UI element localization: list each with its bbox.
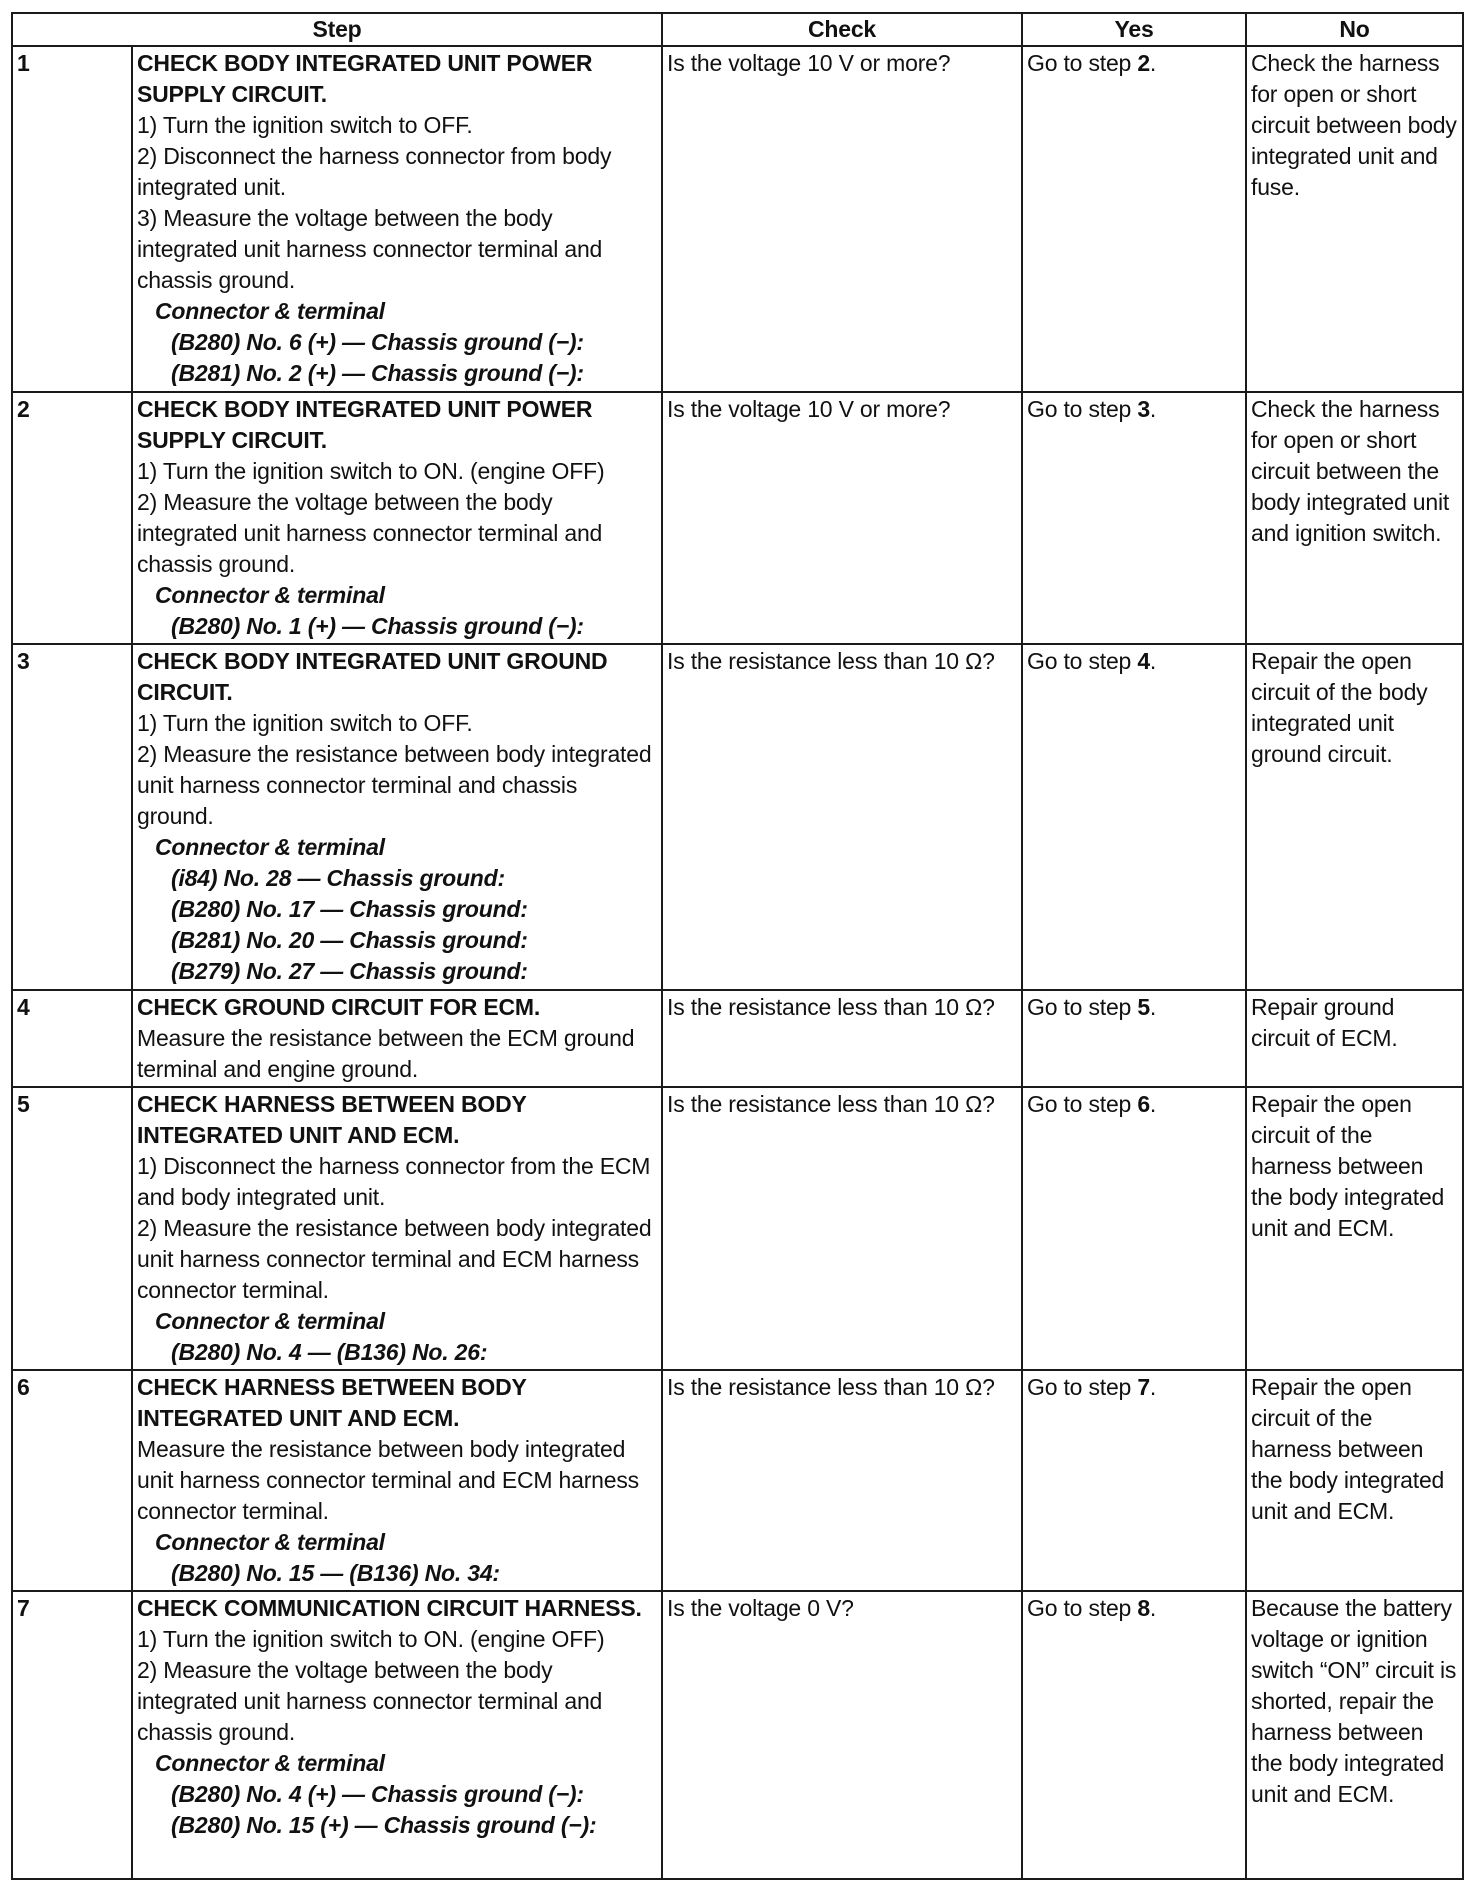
yes-suffix: . [1149, 395, 1157, 422]
table-body [12, 46, 1463, 1879]
step-description [132, 392, 662, 644]
step-instruction: Measure the resistance between the ECM ground terminal and engine ground. [137, 1025, 635, 1083]
check-question: Is the resistance less than 10 Ω? [662, 1370, 1022, 1591]
connector-terminal: (B280) No. 17 — Chassis ground: [171, 896, 528, 923]
yes-prefix: Go to step [1027, 1374, 1138, 1401]
no-action: Check the harness for open or short circuit between body integrated unit and fuse. [1246, 46, 1463, 392]
check-question: Is the voltage 10 V or more? [662, 46, 1022, 392]
step-title: CHECK BODY INTEGRATED UNIT GROUND CIRCUIT. [137, 648, 608, 706]
no-action: Check the harness for open or short circuit between the body integrated unit and ignition switch. [1246, 392, 1463, 644]
yes-prefix: Go to step [1027, 1090, 1138, 1117]
step-instruction: 1) Turn the ignition switch to ON. (engine OFF) [137, 1626, 605, 1653]
step-description [132, 1591, 662, 1879]
step-instruction: 1) Turn the ignition switch to ON. (engine OFF) [137, 457, 605, 484]
step-instruction: 1) Turn the ignition switch to OFF. [137, 710, 473, 737]
yes-suffix: . [1149, 50, 1157, 76]
step-number: 5 [12, 1087, 132, 1371]
step-title: CHECK GROUND CIRCUIT FOR ECM. [137, 994, 541, 1021]
connector-terminal: (B280) No. 4 (+) — Chassis ground (−): [171, 1781, 584, 1808]
yes-action [1022, 1591, 1246, 1879]
table-row [12, 1087, 1463, 1371]
step-title: CHECK COMMUNICATION CIRCUIT HARNESS. [137, 1595, 642, 1622]
step-number: 2 [12, 392, 132, 644]
connector-terminal: (B280) No. 6 (+) — Chassis ground (−): [171, 329, 584, 355]
table-row [12, 46, 1463, 392]
step-title: CHECK HARNESS BETWEEN BODY INTEGRATED UNIT AND ECM. [137, 1374, 527, 1432]
yes-prefix: Go to step [1027, 50, 1138, 76]
yes-prefix: Go to step [1027, 994, 1138, 1021]
check-question: Is the resistance less than 10 Ω? [662, 1087, 1022, 1371]
yes-step-number: 3 [1137, 395, 1150, 422]
step-instruction: 1) Disconnect the harness connector from the ECM and body integrated unit. [137, 1152, 651, 1210]
step-number: 7 [12, 1591, 132, 1879]
connector-label: Connector & terminal [155, 834, 385, 861]
table-row [12, 1591, 1463, 1879]
yes-suffix: . [1149, 994, 1157, 1021]
table-row [12, 392, 1463, 644]
step-number: 1 [12, 46, 132, 392]
header-step: Step [12, 13, 662, 46]
yes-action [1022, 46, 1246, 392]
no-action: Repair the open circuit of the harness between the body integrated unit and ECM. [1246, 1087, 1463, 1371]
table-row [12, 990, 1463, 1087]
no-action: Repair ground circuit of ECM. [1246, 990, 1463, 1087]
yes-step-number: 5 [1137, 994, 1150, 1021]
yes-suffix: . [1149, 1595, 1157, 1622]
yes-prefix: Go to step [1027, 1595, 1138, 1622]
connector-terminal: (B280) No. 1 (+) — Chassis ground (−): [171, 612, 584, 639]
step-instruction: 3) Measure the voltage between the body integrated unit harness connector terminal and chassis ground. [137, 205, 603, 293]
step-description [132, 1087, 662, 1371]
table-row [12, 644, 1463, 990]
step-description [132, 644, 662, 990]
connector-label: Connector & terminal [155, 298, 385, 324]
header-check: Check [662, 13, 1022, 46]
step-instruction: Measure the resistance between body integrated unit harness connector terminal and ECM harness connector terminal. [137, 1436, 639, 1525]
step-instruction: 2) Measure the voltage between the body integrated unit harness connector terminal and chassis ground. [137, 488, 603, 577]
connector-label: Connector & terminal [155, 1307, 385, 1334]
step-instruction: 2) Disconnect the harness connector from body integrated unit. [137, 143, 612, 200]
no-action: Repair the open circuit of the body integrated unit ground circuit. [1246, 644, 1463, 990]
check-question: Is the resistance less than 10 Ω? [662, 644, 1022, 990]
yes-step-number: 8 [1137, 1595, 1150, 1622]
yes-action [1022, 990, 1246, 1087]
no-action: Repair the open circuit of the harness between the body integrated unit and ECM. [1246, 1370, 1463, 1591]
connector-terminal: (B281) No. 2 (+) — Chassis ground (−): [171, 360, 584, 386]
yes-step-number: 7 [1137, 1374, 1150, 1401]
connector-terminal: (B280) No. 15 (+) — Chassis ground (−): [171, 1812, 597, 1839]
connector-label: Connector & terminal [155, 581, 385, 608]
step-title: CHECK HARNESS BETWEEN BODY INTEGRATED UNIT AND ECM. [137, 1090, 527, 1148]
yes-prefix: Go to step [1027, 395, 1138, 422]
connector-terminal: (B280) No. 15 — (B136) No. 34: [171, 1560, 500, 1587]
connector-label: Connector & terminal [155, 1750, 385, 1777]
header-no: No [1246, 13, 1463, 46]
yes-suffix: . [1149, 1374, 1157, 1401]
connector-label: Connector & terminal [155, 1529, 385, 1556]
yes-suffix: . [1149, 648, 1157, 675]
yes-step-number: 4 [1137, 648, 1150, 675]
connector-terminal: (B279) No. 27 — Chassis ground: [171, 958, 528, 985]
yes-step-number: 2 [1137, 50, 1150, 76]
connector-terminal: (i84) No. 28 — Chassis ground: [171, 865, 505, 892]
diagnostic-table [11, 12, 1464, 1880]
check-question: Is the voltage 0 V? [662, 1591, 1022, 1879]
yes-action [1022, 392, 1246, 644]
table-header-row [12, 13, 1463, 46]
step-instruction: 2) Measure the resistance between body integrated unit harness connector terminal and ECM harness connector terminal. [137, 1214, 652, 1303]
check-question: Is the voltage 10 V or more? [662, 392, 1022, 644]
yes-suffix: . [1149, 1090, 1157, 1117]
yes-action [1022, 1370, 1246, 1591]
yes-prefix: Go to step [1027, 648, 1138, 675]
check-question: Is the resistance less than 10 Ω? [662, 990, 1022, 1087]
step-title: CHECK BODY INTEGRATED UNIT POWER SUPPLY CIRCUIT. [137, 50, 593, 107]
step-instruction: 2) Measure the voltage between the body integrated unit harness connector terminal and chassis ground. [137, 1657, 603, 1746]
step-description [132, 990, 662, 1087]
connector-terminal: (B280) No. 4 — (B136) No. 26: [171, 1338, 488, 1365]
step-instruction: 2) Measure the resistance between body integrated unit harness connector terminal and chassis ground. [137, 741, 652, 830]
step-number: 4 [12, 990, 132, 1087]
step-instruction: 1) Turn the ignition switch to OFF. [137, 112, 473, 138]
no-action: Because the battery voltage or ignition switch “ON” circuit is shorted, repair the harness between the body integrated unit and ECM. [1246, 1591, 1463, 1879]
yes-action [1022, 644, 1246, 990]
header-yes: Yes [1022, 13, 1246, 46]
yes-step-number: 6 [1137, 1090, 1150, 1117]
table-row [12, 1370, 1463, 1591]
step-title: CHECK BODY INTEGRATED UNIT POWER SUPPLY CIRCUIT. [137, 395, 593, 453]
step-number: 6 [12, 1370, 132, 1591]
yes-action [1022, 1087, 1246, 1371]
step-number: 3 [12, 644, 132, 990]
connector-terminal: (B281) No. 20 — Chassis ground: [171, 927, 528, 954]
step-description [132, 46, 662, 392]
step-description [132, 1370, 662, 1591]
